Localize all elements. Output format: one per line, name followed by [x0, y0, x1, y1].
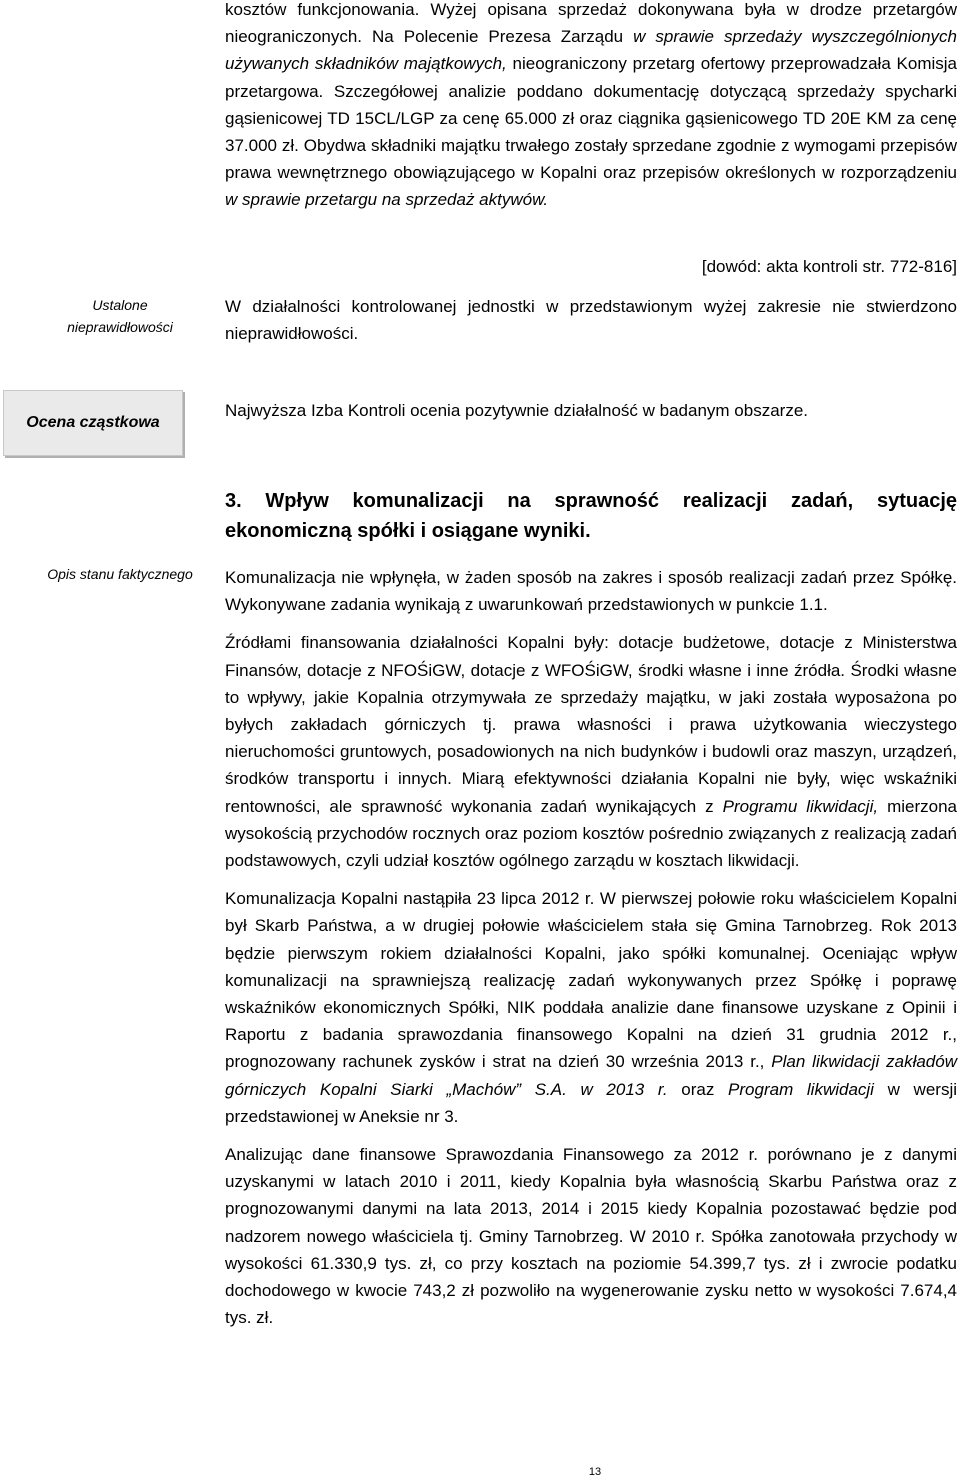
section3-body	[225, 564, 957, 1331]
assessment-label: Ocena cząstkowa	[26, 414, 160, 431]
facts-label: Opis stanu faktycznego	[47, 566, 193, 582]
section3-paragraph-4: Analizując dane finansowe Sprawozdania Finansowego za 2012 r. porównano je z danymi uzyskanymi w latach 2010 i 2011, kiedy Kopalnia była własnością Skarbu Państwa oraz z prognozowanymi danymi na lata 2013, 2014 i 2015 kiedy Kopalnia pozostawać będzie pod nadzorem nowego właściciela tj. Gminy Tarnobrzeg. W 2010 r. Spółka zanotowała przychody w wysokości 61.330,9 tys. zł, co przy kosztach na poziomie 54.399,7 tys. zł i zwrocie podatku dochodowego w kwocie 743,2 zł pozwoliło na wygenerowanie zysku netto w wysokości 7.674,4 tys. zł.	[225, 1145, 957, 1328]
section3-heading-wrap	[225, 486, 957, 546]
section3-paragraph-1: Komunalizacja nie wpłynęła, w żaden sposób na zakres i sposób realizacji zadań przez Spółkę. Wykonywane zadania wynikają z uwarunkowań przedstawionych w punkcie 1.1.	[225, 568, 957, 615]
irregularities-text: W działalności kontrolowanej jednostki w przedstawionym wyżej zakresie nie stwierdzono nieprawidłowości.	[225, 297, 957, 344]
irregularities-label: Ustalone nieprawidłowości	[67, 297, 173, 335]
section3-paragraph-2: Źródłami finansowania działalności Kopalni były: dotacje budżetowe, dotacje z Ministerstwa Finansów, dotacje z NFOŚiGW, dotacje z WFOŚiGW, środki własne i inne źródła. Środki własne to wpływy, jakie Kopalnia otrzymywała ze sprzedaży majątku, w jaki została wyposażona po byłych zakładach górniczych tj. prawa własności i prawa użytkowania wieczystego nieruchomości gruntowych, posadowionych na nich budynków i budowli oraz maszyn, urządzeń, środków transportu i innych. Miarą efektywności działania Kopalni nie były, więc wskaźniki rentowności, ale sprawność wykonania zadań wynikających z Programu likwidacji, mierzona wysokością przychodów rocznych oraz poziom kosztów pośrednio związanych z realizacją zadań podstawowych, czyli udział kosztów ogólnego zarządu w kosztach likwidacji.	[225, 633, 957, 871]
assessment-text: Najwyższa Izba Kontroli ocenia pozytywnie działalność w badanym obszarze.	[225, 401, 809, 420]
intro-paragraph	[225, 0, 957, 214]
section3-heading: 3. Wpływ komunalizacji na sprawność realizacji zadań, sytuację ekonomiczną spółki i osiągane wyniki.	[225, 490, 957, 542]
page-number: 13	[588, 1466, 602, 1478]
evidence-reference: [dowód: akta kontroli str. 772-816]	[701, 257, 957, 276]
intro-text: kosztów funkcjonowania. Wyżej opisana sprzedaż dokonywana była w drodze przetargów nieograniczonych. Na Polecenie Prezesa Zarządu w sprawie sprzedaży wyszczególnionych używanych składników majątkowych, nieograniczony przetarg ofertowy przeprowadzała Komisja przetargowa. Szczegółowej analizie poddano dokumentację dotyczącą sprzedaży spycharki gąsienicowej TD 15CL/LGP za cenę 65.000 zł oraz ciągnika gąsienicowego TD 20E KM za cenę 37.000 zł. Obydwa składniki majątku trwałego zostały sprzedane zgodnie z wymogami przepisów prawa wewnętrznego obowiązującego w Kopalni oraz przepisów określonych w rozporządzeniu w sprawie przetargu na sprzedaż aktywów.	[225, 0, 957, 210]
section3-paragraph-3: Komunalizacja Kopalni nastąpiła 23 lipca 2012 r. W pierwszej połowie roku właścicielem Kopalni był Skarb Państwa, a w drugiej połowie właścicielem stała się Gmina Tarnobrzeg. Rok 2013 będzie pierwszym rokiem działalności Kopalni, jako spółki komunalnej. Oceniając wpływ komunalizacji na sprawniejszą realizację zadań wykonywanych przez Spółkę i poprawę wskaźników ekonomicznych Spółki, NIK poddała analizie dane finansowe uzyskane z Opinii i Raportu z badania sprawozdania finansowego Kopalni na dzień 31 grudnia 2012 r., prognozowany rachunek zysków i strat na dzień 30 września 2013 r., Plan likwidacji zakładów górniczych Kopalni Siarki „Machów” S.A. w 2013 r. oraz Program likwidacji w wersji przedstawionej w Aneksie nr 3.	[225, 889, 958, 1126]
assessment-label-box	[3, 390, 183, 456]
